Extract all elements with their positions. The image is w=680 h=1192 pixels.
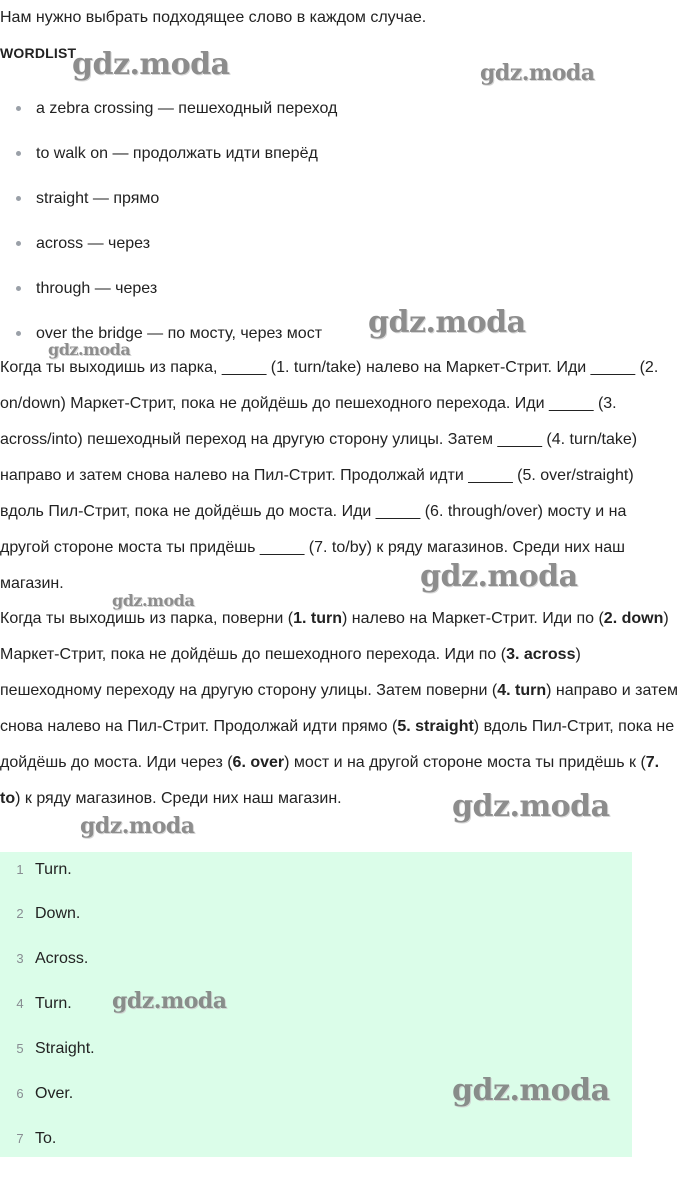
watermark: gdz.moda bbox=[452, 1073, 610, 1108]
answer-paragraph: Когда ты выходишь из парка, поверни (1. turn) налево на Маркет-Стрит. Иди по (2. down) Маркет-Стрит, пока не дойдёшь до пешеходного перехода. Иди по (3. across) пешеходному переходу на другую сторону улицы. Затем поверни (4. turn) направо и затем снова налево на Пил-Стрит. Продолжай идти прямо (5. straight) вдоль Пил-Стрит, пока не дойдёшь до моста. Иди через (6. over) мост и на другой стороне моста ты придёшь к (7. to) к ряду магазинов. Среди них наш магазин. bbox=[0, 610, 679, 807]
answer-number: 2 bbox=[16, 906, 24, 921]
answers-box bbox=[0, 852, 632, 1157]
bullet-icon bbox=[16, 331, 21, 336]
answer-item: 5 Straight. bbox=[0, 1031, 632, 1076]
answer-number: 7 bbox=[16, 1131, 24, 1146]
answer-highlight: 2. down bbox=[603, 610, 664, 627]
watermark: gdz.moda bbox=[452, 789, 610, 824]
wordlist-heading: WORDLIST bbox=[0, 45, 77, 61]
answer-item: 7 To. bbox=[0, 1121, 632, 1166]
task-paragraph: Когда ты выходишь из парка, _____ (1. turn/take) налево на Маркет-Стрит. Иди _____ (2. on/down) Маркет-Стрит, пока не дойдёшь до пешеходного перехода. Иди _____ (3. across/into) пешеходный переход на другую сторону улицы. Затем _____ (4. turn/take) направо и затем снова налево на Пил-Стрит. Продолжай идти _____ (5. over/straight) вдоль Пил-Стрит, пока не дойдёшь до моста. Иди _____ (6. through/over) мосту и на другой стороне моста ты придёшь _____ (7. to/by) к ряду магазинов. Среди них наш магазин. bbox=[0, 359, 659, 592]
bullet-icon bbox=[16, 106, 21, 111]
watermark: gdz.moda bbox=[112, 988, 227, 1014]
answer-number: 4 bbox=[16, 996, 24, 1011]
watermark: gdz.moda bbox=[480, 60, 595, 86]
answer-highlight: 3. across bbox=[506, 646, 576, 663]
wordlist-item: over the bridge — по мосту, через мост bbox=[0, 311, 680, 356]
bullet-icon bbox=[16, 151, 21, 156]
answer-highlight: 1. turn bbox=[293, 610, 342, 627]
answer-item: 4 Turn. bbox=[0, 986, 632, 1031]
wordlist-item: a zebra crossing — пешеходный переход bbox=[0, 86, 680, 131]
answer-highlight: 4. turn bbox=[497, 682, 547, 699]
watermark: gdz.moda bbox=[420, 559, 578, 594]
answer-highlight: 6. over bbox=[232, 754, 285, 771]
watermark: gdz.moda bbox=[72, 47, 230, 82]
watermark: gdz.moda bbox=[80, 813, 195, 839]
watermark: gdz.moda bbox=[112, 591, 195, 610]
watermark: gdz.moda bbox=[368, 305, 526, 340]
wordlist-item: straight — прямо bbox=[0, 176, 680, 221]
wordlist bbox=[0, 86, 680, 359]
wordlist-item: through — через bbox=[0, 266, 680, 311]
bullet-icon bbox=[16, 241, 21, 246]
answer-item: 3 Across. bbox=[0, 941, 632, 986]
intro-text: Нам нужно выбрать подходящее слово в каждом случае. bbox=[0, 9, 427, 26]
bullet-icon bbox=[16, 286, 21, 291]
answer-highlight: 7. to bbox=[0, 754, 660, 807]
answer-item: 2 Down. bbox=[0, 896, 632, 941]
answer-number: 5 bbox=[16, 1041, 24, 1056]
bullet-icon bbox=[16, 196, 21, 201]
answer-item: 1 Turn. bbox=[0, 852, 632, 896]
wordlist-item: to walk on — продолжать идти вперёд bbox=[0, 131, 680, 176]
answer-number: 3 bbox=[16, 951, 24, 966]
watermark: gdz.moda bbox=[48, 340, 131, 359]
answer-highlight: 5. straight bbox=[397, 718, 474, 735]
answer-number: 6 bbox=[16, 1086, 24, 1101]
answer-item: 6 Over. bbox=[0, 1076, 632, 1121]
answer-number: 1 bbox=[16, 862, 24, 877]
wordlist-item: across — через bbox=[0, 221, 680, 266]
